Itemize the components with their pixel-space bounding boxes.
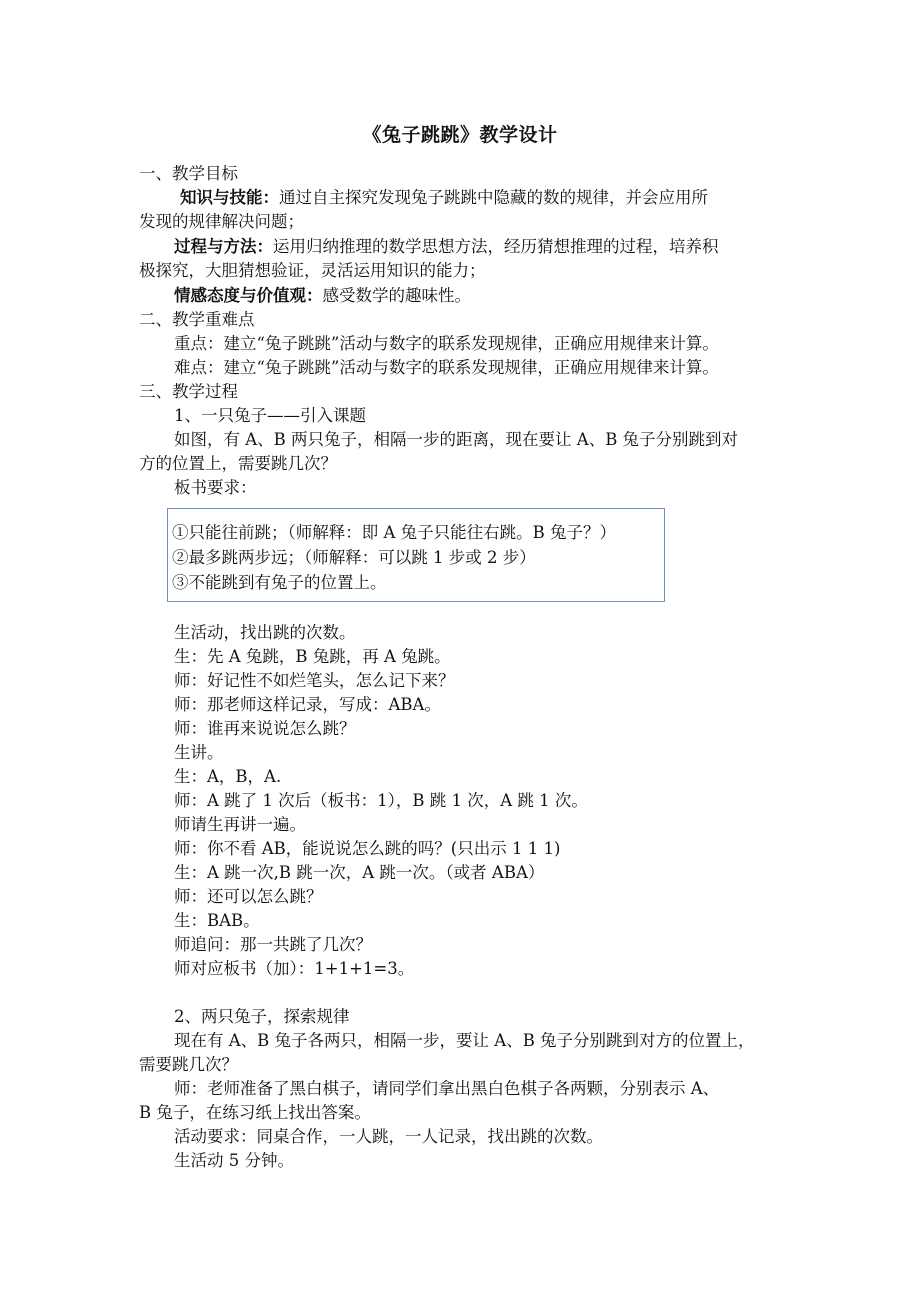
paragraph-knowledge-skills: [180, 186, 708, 210]
subsection-title-one-rabbit: 1、一只兔子——引入课题: [174, 406, 366, 425]
text-difficult-point: 难点：建立“兔子跳跳”活动与数字的联系发现规律，正确应用规律来计算。: [174, 358, 719, 377]
dialog-line: 师追问：那一共跳了几次？: [174, 935, 372, 954]
dialog-line: 生：BAB。: [174, 911, 260, 930]
text-question-one: 如图，有 A、B 两只兔子，相隔一步的距离，现在要让 A、B 兔子分别跳到对: [174, 430, 739, 449]
dialog-line: 师请生再讲一遍。: [174, 815, 306, 834]
dialog-line: 生活动，找出跳的次数。: [174, 623, 356, 642]
dialog-line: 师：好记性不如烂笔头，怎么记下来？: [174, 671, 455, 690]
dialog-line: 师：谁再来说说怎么跳？: [174, 719, 356, 738]
label-knowledge-skills: 知识与技能：: [180, 188, 279, 207]
section-heading-process: 三、教学过程: [139, 382, 238, 401]
dialog-line: 师：还可以怎么跳？: [174, 887, 323, 906]
text-board-requirements: 板书要求：: [174, 478, 257, 497]
paragraph-emotion-values: [174, 284, 471, 308]
section-heading-key-points: 二、教学重难点: [139, 310, 255, 329]
dialog-line: 生：先 A 兔跳，B 兔跳，再 A 兔跳。: [174, 647, 451, 666]
dialog-line: 生：A 跳一次,B 跳一次，A 跳一次。（或者 ABA）: [174, 863, 545, 882]
dialog-line: 师：你不看 AB，能说说怎么跳的吗？(只出示 1 1 1): [174, 839, 561, 858]
label-emotion-values: 情感态度与价值观：: [174, 286, 323, 305]
rule-item: ①只能往前跳；（师解释：即 A 兔子只能往右跳。B 兔子？）: [172, 523, 617, 542]
section-heading-objectives: 一、教学目标: [139, 164, 238, 183]
text-question-two-cont: 需要跳几次？: [139, 1055, 238, 1074]
rule-item: ②最多跳两步远；（师解释：可以跳 1 步或 2 步）: [172, 548, 536, 567]
subsection-title-two-rabbits: 2、两只兔子，探索规律: [174, 1007, 350, 1026]
text-process-method: 运用归纳推理的数学思想方法，经历猜想推理的过程，培养积: [273, 237, 719, 256]
text-teacher-prepare-cont: B 兔子，在练习纸上找出答案。: [139, 1103, 371, 1122]
text-key-point: 重点：建立“兔子跳跳”活动与数字的联系发现规律，正确应用规律来计算。: [174, 334, 719, 353]
text-question-two: 现在有 A、B 兔子各两只，相隔一步，要让 A、B 兔子分别跳到对方的位置上，: [174, 1031, 755, 1050]
paragraph-process-method: [174, 235, 719, 259]
dialog-line: 师：那老师这样记录，写成：ABA。: [174, 695, 441, 714]
document-title: 《兔子跳跳》教学设计: [362, 124, 558, 146]
dialog-line: 生：A，B，A.: [174, 767, 282, 786]
text-knowledge-skills-cont: 发现的规律解决问题；: [139, 212, 304, 231]
text-process-method-cont: 极探究，大胆猜想验证，灵活运用知识的能力；: [139, 261, 486, 280]
text-emotion-values: 感受数学的趣味性。: [322, 286, 471, 305]
dialog-line: 生讲。: [174, 743, 224, 762]
dialog-line: 师对应板书（加）：1+1+1=3。: [174, 959, 415, 978]
rule-item: ③不能跳到有兔子的位置上。: [172, 573, 387, 592]
text-activity-requirement: 活动要求：同桌合作，一人跳，一人记录，找出跳的次数。: [174, 1127, 603, 1146]
dialog-line: 师：A 跳了 1 次后（板书：1），B 跳 1 次，A 跳 1 次。: [174, 791, 588, 810]
text-teacher-prepare: 师：老师准备了黑白棋子，请同学们拿出黑白色棋子各两颗，分别表示 A、: [174, 1079, 720, 1098]
text-question-one-cont: 方的位置上，需要跳几次？: [139, 454, 337, 473]
label-process-method: 过程与方法：: [174, 237, 273, 256]
text-knowledge-skills: 通过自主探究发现兔子跳跳中隐藏的数的规律，并会应用所: [279, 188, 708, 207]
text-activity-duration: 生活动 5 分钟。: [174, 1151, 294, 1170]
